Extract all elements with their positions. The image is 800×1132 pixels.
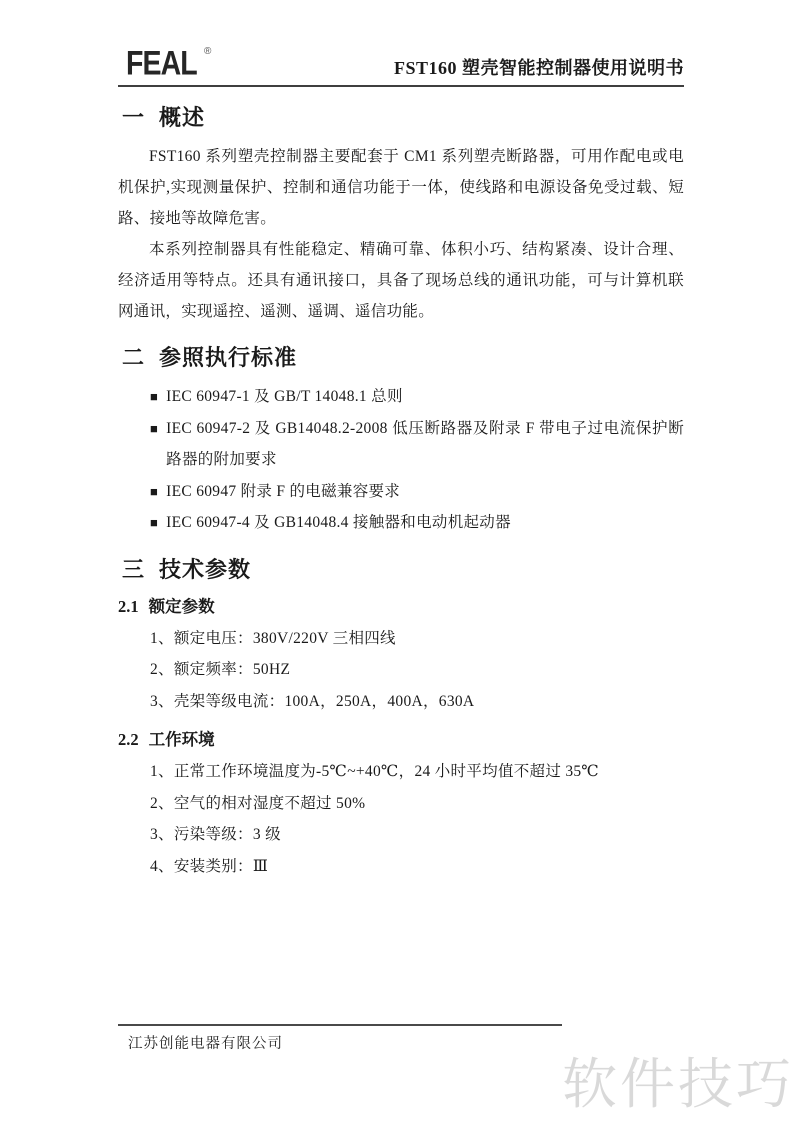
bullet-square-icon: ■ <box>150 483 159 499</box>
list-item <box>150 381 684 413</box>
list-item <box>150 413 684 476</box>
subsection-env-heading <box>118 727 684 753</box>
registered-trademark-icon: ® <box>203 46 212 57</box>
section-tech-heading <box>122 556 684 584</box>
subsection-rated-title: 额定参数 <box>148 596 215 616</box>
list-item: 3、壳架等级电流：100A，250A，400A，630A <box>150 692 475 710</box>
section-tech-params <box>118 556 684 883</box>
brand-logo <box>126 43 212 83</box>
section-standards-heading <box>122 344 684 372</box>
standard-text: IEC 60947-4 及 GB14048.4 接触器和电动机起动器 <box>166 514 511 531</box>
standard-text: IEC 60947-1 及 GB/T 14048.1 总则 <box>166 388 403 405</box>
page-content <box>118 0 684 882</box>
page-header <box>118 43 684 87</box>
section-overview-heading <box>122 104 684 132</box>
rated-params-list <box>150 623 684 718</box>
bullet-square-icon: ■ <box>150 420 159 436</box>
section-overview <box>118 104 684 327</box>
subsection-env-number: 2.2 <box>118 730 139 749</box>
list-item: 3、污染等级：3 级 <box>150 826 281 843</box>
subsection-env-title: 工作环境 <box>148 730 215 749</box>
section-tech-number: 三 <box>122 556 146 582</box>
standard-text: IEC 60947 附录 F 的电磁兼容要求 <box>166 482 401 500</box>
work-env-list <box>150 756 684 882</box>
bullet-square-icon: ■ <box>150 515 159 530</box>
section-overview-title: 概述 <box>159 105 206 130</box>
brand-logo-text: FEAL <box>126 43 197 83</box>
list-item: 4、安装类别：Ⅲ <box>150 857 269 875</box>
bullet-square-icon: ■ <box>150 389 159 404</box>
standards-list <box>150 381 684 539</box>
overview-paragraph: 本系列控制器具有性能稳定、精确可靠、体积小巧、结构紧凑、设计合理、经济适用等特点。还具有通讯接口，具备了现场总线的通讯功能，可与计算机联网通讯，实现遥控、遥测、遥调、遥信功能。 <box>118 241 684 320</box>
standard-text: IEC 60947-2 及 GB14048.2-2008 低压断路器及附录 F 带电子过电流保护断路器的附加要求 <box>166 419 684 468</box>
section-tech-title: 技术参数 <box>159 556 252 582</box>
overview-paragraph: FST160 系列塑壳控制器主要配套于 CM1 系列塑壳断路器，可用作配电或电机保护,实现测量保护、控制和通信功能于一体，使线路和电源设备免受过载、短路、接地等故障危害。 <box>118 148 684 227</box>
subsection-rated-number: 2.1 <box>118 596 139 616</box>
document-title: FST160 塑壳智能控制器使用说明书 <box>393 58 684 78</box>
list-item: 1、额定电压：380V/220V 三相四线 <box>150 629 396 647</box>
watermark-text: 软件技巧 <box>561 1053 794 1115</box>
footer-company-name: 江苏创能电器有限公司 <box>128 1036 283 1052</box>
section-standards <box>118 344 684 539</box>
list-item: 2、空气的相对湿度不超过 50% <box>150 794 366 812</box>
page-footer <box>118 1024 562 1053</box>
subsection-rated-params <box>118 594 684 718</box>
section-standards-number: 二 <box>122 345 146 370</box>
list-item <box>150 476 684 508</box>
section-overview-number: 一 <box>122 105 146 130</box>
subsection-work-env <box>118 727 684 882</box>
list-item: 2、额定频率：50HZ <box>150 661 291 678</box>
list-item <box>150 507 684 539</box>
subsection-rated-heading <box>118 594 684 620</box>
overview-paragraphs <box>118 141 684 327</box>
section-standards-title: 参照执行标准 <box>159 345 298 370</box>
list-item: 1、正常工作环境温度为-5℃~+40℃，24 小时平均值不超过 35℃ <box>150 763 600 780</box>
